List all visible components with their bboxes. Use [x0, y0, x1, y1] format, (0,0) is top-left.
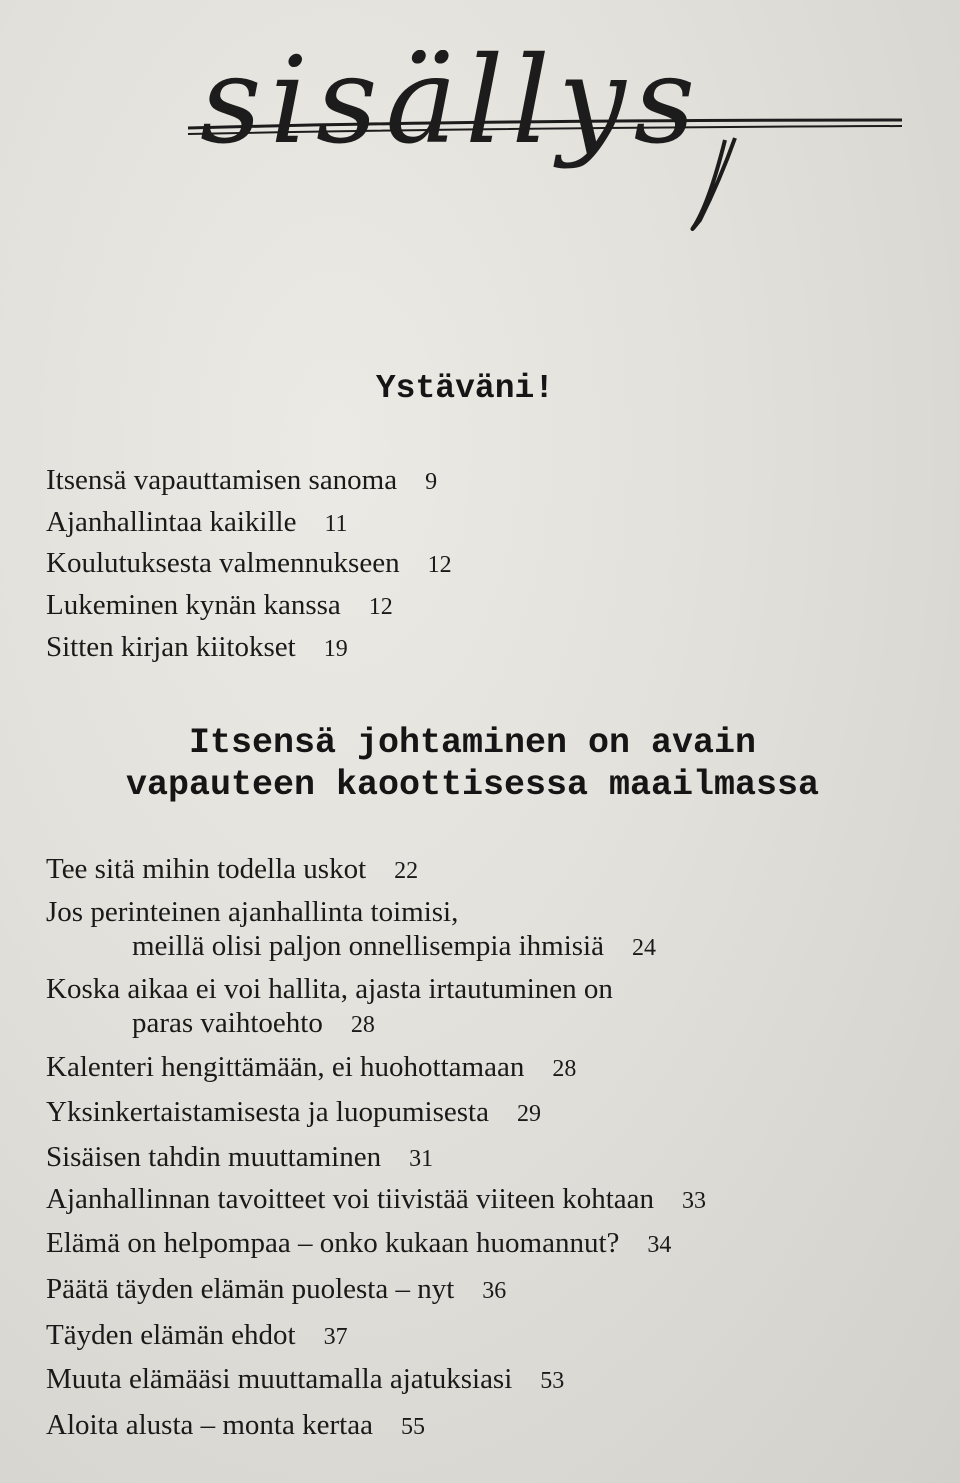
toc-entry[interactable]: [46, 1140, 433, 1176]
toc-entry[interactable]: [46, 1318, 348, 1354]
toc-entry-page: 12: [427, 552, 452, 578]
toc-entry-title: Yksinkertaistamisesta ja luopumisesta: [46, 1096, 489, 1128]
toc-entry-page: 24: [632, 935, 656, 961]
toc-entry-title: Lukeminen kynän kanssa: [46, 589, 341, 621]
toc-entry-title: Ajanhallinnan tavoitteet voi tiivistää viiteen kohtaan: [46, 1183, 655, 1215]
toc-entry-page: 28: [552, 1056, 577, 1082]
section-heading-line: Itsensä johtaminen on avain: [188, 723, 757, 763]
toc-entry-page: 53: [540, 1368, 565, 1394]
contents-title-text: sisällys: [200, 50, 704, 171]
toc-entry[interactable]: [46, 630, 348, 666]
toc-entry[interactable]: [46, 1050, 576, 1086]
toc-entry-title: Elämä on helpompaa – onko kukaan huomannut?: [46, 1227, 620, 1259]
section-heading-itsensa-johtaminen: [0, 722, 945, 806]
toc-entry-page: 28: [350, 1012, 375, 1038]
toc-entry-page: 55: [400, 1414, 425, 1440]
toc-entry-title: Itsensä vapauttamisen sanoma: [46, 464, 398, 496]
toc-entry-title: Koska aikaa ei voi hallita, ajasta irtautuminen on: [46, 973, 613, 1005]
toc-entry[interactable]: [46, 1362, 564, 1398]
toc-entry[interactable]: [46, 1182, 706, 1218]
toc-entry-page: 9: [425, 469, 438, 495]
contents-title-art: [180, 50, 920, 240]
toc-entry-page: 19: [323, 636, 348, 662]
toc-entry[interactable]: [46, 463, 437, 499]
toc-entry-page: 12: [368, 594, 393, 620]
toc-entry-page: 33: [682, 1188, 707, 1214]
toc-entry-title: Jos perinteinen ajanhallinta toimisi,: [46, 896, 459, 928]
toc-entry[interactable]: [46, 1408, 425, 1444]
toc-entry-page: 11: [324, 511, 348, 537]
toc-entry[interactable]: [46, 546, 452, 582]
toc-entry-title-continued: paras vaihtoehto: [132, 1007, 323, 1039]
toc-entry-page: 31: [409, 1146, 434, 1172]
toc-entry-page: 29: [516, 1101, 541, 1127]
section-heading-line: vapauteen kaoottisessa maailmassa: [125, 765, 820, 805]
toc-entry-title: Täyden elämän ehdot: [46, 1319, 296, 1351]
toc-entry[interactable]: [46, 505, 348, 541]
toc-entry-page: 36: [482, 1278, 507, 1304]
toc-entry-title: Koulutuksesta valmennukseen: [46, 547, 400, 579]
toc-entry-title: Sisäisen tahdin muuttaminen: [46, 1141, 382, 1173]
toc-entry[interactable]: [46, 972, 613, 1042]
toc-entry[interactable]: [46, 1226, 671, 1262]
toc-entry-title: Kalenteri hengittämään, ei huohottamaan: [46, 1051, 525, 1083]
toc-entry-title: Sitten kirjan kiitokset: [46, 631, 296, 663]
contents-title: [180, 50, 920, 240]
toc-entry[interactable]: [46, 1095, 541, 1131]
toc-entry[interactable]: [46, 852, 418, 888]
toc-entry[interactable]: [46, 1272, 506, 1308]
toc-entry[interactable]: [46, 588, 393, 624]
toc-entry-title: Muuta elämääsi muuttamalla ajatuksiasi: [46, 1363, 513, 1395]
toc-entry-title-continued: meillä olisi paljon onnellisempia ihmisiä: [132, 930, 604, 962]
toc-entry-page: 34: [647, 1232, 672, 1258]
toc-entry-title: Päätä täyden elämän puolesta – nyt: [46, 1273, 455, 1305]
toc-entry-title: Aloita alusta – monta kertaa: [46, 1409, 373, 1441]
toc-entry-title: Tee sitä mihin todella uskot: [46, 853, 367, 885]
section-heading-ystavani: Ystäväni!: [375, 370, 555, 407]
toc-entry-title: Ajanhallintaa kaikille: [46, 506, 297, 538]
toc-entry[interactable]: [46, 895, 656, 965]
toc-entry-page: 37: [323, 1324, 348, 1350]
toc-entry-page: 22: [394, 858, 419, 884]
